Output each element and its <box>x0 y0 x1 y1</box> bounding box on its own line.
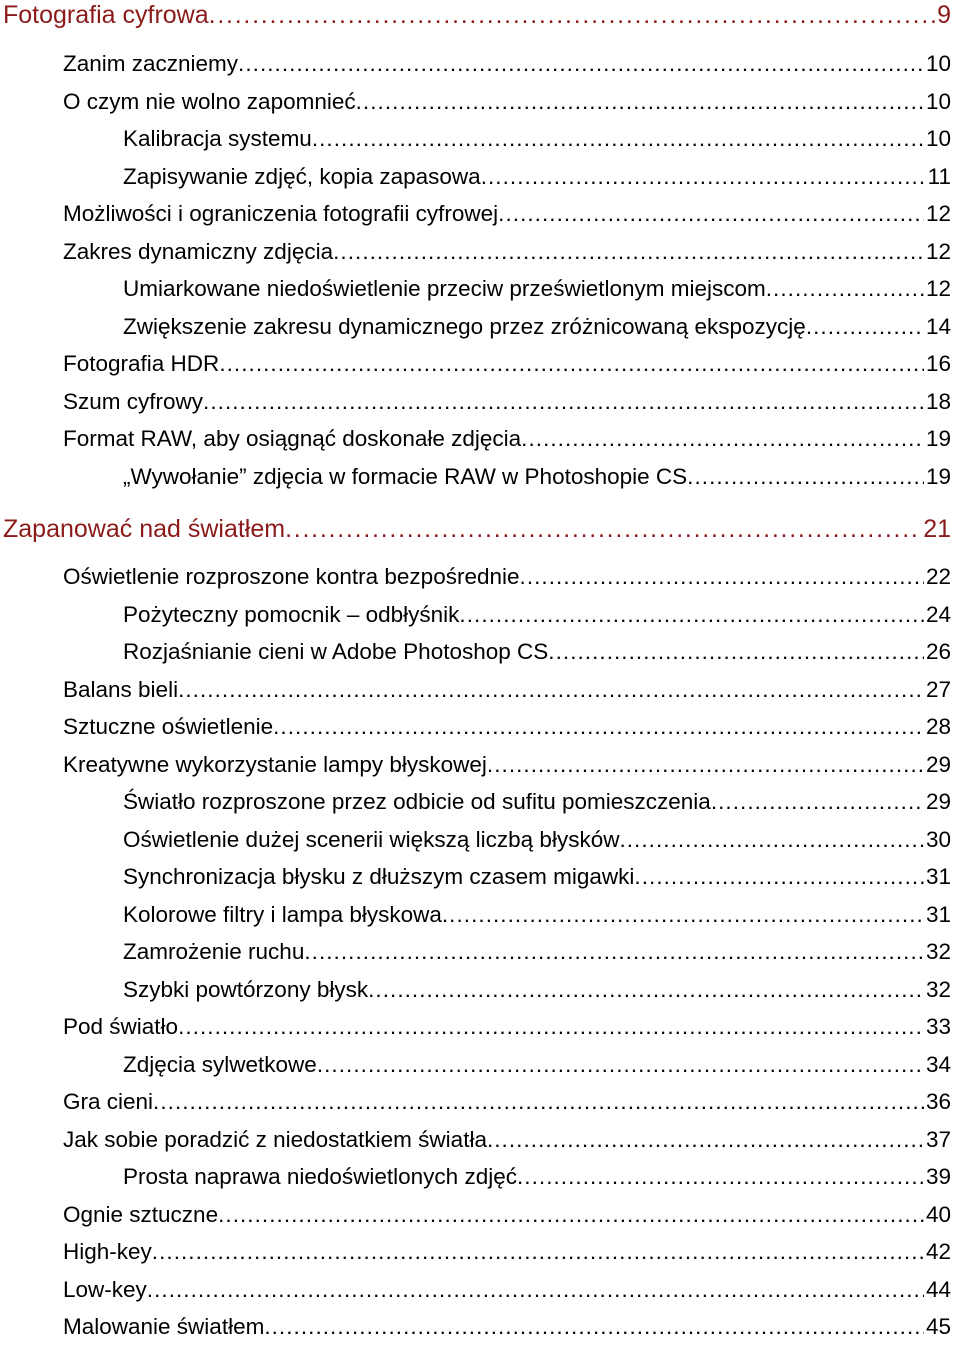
dot-leader <box>487 746 924 784</box>
toc-entry-title: „Wywołanie” zdjęcia w formacie RAW w Photoshopie CS <box>123 463 688 489</box>
toc-entry-title: Pod światło <box>63 1014 179 1039</box>
dot-leader <box>687 458 924 496</box>
toc-entry-title: High-key <box>63 1239 152 1264</box>
toc-entry[interactable] <box>0 671 960 709</box>
toc-page-number: 18 <box>925 388 951 414</box>
toc-entry-title: Oświetlenie dużej scenerii większą liczbą błysków <box>123 826 620 852</box>
dot-leader <box>218 1196 924 1234</box>
toc-subentry[interactable] <box>0 971 960 1009</box>
toc-entry[interactable] <box>0 558 960 596</box>
toc-subentry[interactable] <box>0 1158 960 1196</box>
dot-leader <box>520 558 924 596</box>
toc-subentry[interactable] <box>0 120 960 158</box>
toc-section-heading[interactable] <box>0 0 960 30</box>
dot-leader <box>152 1233 924 1271</box>
dot-leader <box>487 1121 924 1159</box>
toc-entry-title: Zamrożenie ruchu <box>123 939 305 964</box>
dot-leader <box>442 896 924 934</box>
toc-subentry[interactable] <box>0 308 960 346</box>
dot-leader <box>459 596 924 634</box>
dot-leader <box>517 1158 924 1196</box>
toc-entry-title: Szum cyfrowy <box>63 388 204 414</box>
dot-leader <box>548 633 924 671</box>
toc-page-number: 36 <box>925 1089 951 1114</box>
toc-page-number: 32 <box>925 976 951 1002</box>
toc-page-number: 19 <box>925 463 951 489</box>
dot-leader <box>312 120 924 158</box>
toc-page-number: 12 <box>925 238 951 264</box>
dot-leader <box>766 270 924 308</box>
dot-leader <box>806 308 924 346</box>
toc-subentry[interactable] <box>0 858 960 896</box>
toc-entry-title: Sztuczne oświetlenie <box>63 714 274 739</box>
toc-entry-title: Rozjaśnianie cieni w Adobe Photoshop CS <box>123 639 549 664</box>
toc-page-number: 32 <box>925 939 951 964</box>
toc-page-number: 26 <box>925 639 951 664</box>
toc-entry-title: Pożyteczny pomocnik – odbłyśnik <box>123 601 460 627</box>
dot-leader <box>498 195 924 233</box>
toc-entry[interactable] <box>0 1083 960 1121</box>
dot-leader <box>481 158 926 196</box>
toc-page-number: 33 <box>925 1014 951 1039</box>
dot-leader <box>178 671 924 709</box>
toc-section-heading[interactable] <box>0 514 960 544</box>
dot-leader <box>203 383 924 421</box>
toc-entry[interactable] <box>0 1008 960 1046</box>
dot-leader <box>264 1308 924 1346</box>
dot-leader <box>304 933 924 971</box>
toc-page-number: 21 <box>923 515 951 543</box>
toc-entry-title: O czym nie wolno zapomnieć <box>63 88 356 114</box>
dot-leader <box>178 1008 924 1046</box>
toc-entry-title: Jak sobie poradzić z niedostatkiem światła <box>63 1126 487 1152</box>
toc-subentry[interactable] <box>0 896 960 934</box>
toc-page-number: 29 <box>925 789 951 814</box>
toc-subentry[interactable] <box>0 158 960 196</box>
dot-leader <box>209 0 935 30</box>
dot-leader <box>333 233 924 271</box>
toc-entry-title: Fotografia cyfrowa <box>3 1 209 29</box>
toc-page-number: 12 <box>925 201 951 226</box>
toc-subentry[interactable] <box>0 821 960 859</box>
toc-page-number: 24 <box>925 601 951 627</box>
toc-entry-title: Ognie sztuczne <box>63 1201 219 1227</box>
toc-entry-title: Synchronizacja błysku z dłuższym czasem migawki <box>123 864 635 889</box>
dot-leader <box>711 783 924 821</box>
toc-entry[interactable] <box>0 420 960 458</box>
toc-entry[interactable] <box>0 233 960 271</box>
toc-page-number: 34 <box>925 1051 951 1077</box>
toc-entry-title: Fotografia HDR <box>63 351 220 376</box>
toc-page-number: 10 <box>925 51 951 76</box>
toc-subentry[interactable] <box>0 458 960 496</box>
dot-leader <box>521 420 924 458</box>
toc-entry-title: Format RAW, aby osiągnąć doskonałe zdjęcia <box>63 426 522 451</box>
toc-entry-title: Światło rozproszone przez odbicie od sufitu pomieszczenia <box>123 789 711 814</box>
dot-leader <box>285 514 921 544</box>
toc-page-number: 28 <box>925 714 951 739</box>
dot-leader <box>619 821 924 859</box>
dot-leader <box>356 83 924 121</box>
toc-page-number: 10 <box>925 126 951 151</box>
toc-entry-title: Zakres dynamiczny zdjęcia <box>63 238 334 264</box>
toc-subentry[interactable] <box>0 1046 960 1084</box>
toc-entry[interactable] <box>0 383 960 421</box>
toc-entry-title: Kolorowe filtry i lampa błyskowa <box>123 901 442 927</box>
toc-entry[interactable] <box>0 195 960 233</box>
toc-subentry[interactable] <box>0 633 960 671</box>
toc-entry[interactable] <box>0 1233 960 1271</box>
toc-entry[interactable] <box>0 45 960 83</box>
toc-page-number: 44 <box>925 1276 951 1302</box>
dot-leader <box>153 1083 924 1121</box>
toc-page-number: 31 <box>925 901 951 927</box>
toc-entry-title: Kalibracja systemu <box>123 126 312 151</box>
toc-entry[interactable] <box>0 345 960 383</box>
toc-page-number: 42 <box>925 1239 951 1264</box>
toc-page-number: 16 <box>925 351 951 376</box>
toc-entry-title: Możliwości i ograniczenia fotografii cyfrowej <box>63 201 499 226</box>
toc-entry-title: Low-key <box>63 1276 147 1302</box>
toc-entry[interactable] <box>0 1121 960 1159</box>
toc-entry-title: Zapisywanie zdjęć, kopia zapasowa <box>123 163 481 189</box>
toc-subentry[interactable] <box>0 596 960 634</box>
toc-entry[interactable] <box>0 1271 960 1309</box>
toc-page-number: 39 <box>925 1164 951 1189</box>
toc-entry-title: Malowanie światłem <box>63 1314 265 1339</box>
dot-leader <box>238 45 924 83</box>
toc-page-number: 14 <box>925 313 951 339</box>
dot-leader <box>273 708 924 746</box>
toc-page-number: 9 <box>937 1 951 29</box>
toc-entry-title: Prosta naprawa niedoświetlonych zdjęć <box>123 1164 517 1189</box>
toc-page-number: 29 <box>925 751 951 777</box>
toc-page-number: 19 <box>925 426 951 451</box>
toc-entry-title: Zapanować nad światłem <box>3 515 286 543</box>
toc-entry[interactable] <box>0 83 960 121</box>
toc-page-number: 22 <box>925 564 951 589</box>
toc-page-number: 12 <box>925 276 951 301</box>
toc-subentry[interactable] <box>0 270 960 308</box>
toc-entry[interactable] <box>0 1196 960 1234</box>
dot-leader <box>219 345 924 383</box>
toc-entry-title: Umiarkowane niedoświetlenie przeciw prześwietlonym miejscom <box>123 276 766 301</box>
toc-page-number: 40 <box>925 1201 951 1227</box>
dot-leader <box>147 1271 924 1309</box>
toc-page-number: 31 <box>925 864 951 889</box>
dot-leader <box>317 1046 924 1084</box>
toc-page-number: 30 <box>925 826 951 852</box>
toc-entry-title: Balans bieli <box>63 676 179 702</box>
toc-entry-title: Zwiększenie zakresu dynamicznego przez zróżnicowaną ekspozycję <box>123 313 806 339</box>
toc-entry[interactable] <box>0 708 960 746</box>
toc-page-number: 11 <box>927 163 951 189</box>
toc-entry-title: Zanim zaczniemy <box>63 51 239 76</box>
toc-entry-title: Gra cieni <box>63 1089 154 1114</box>
toc-page-number: 10 <box>925 88 951 114</box>
toc-subentry[interactable] <box>0 783 960 821</box>
toc-page-number: 37 <box>925 1126 951 1152</box>
dot-leader <box>634 858 924 896</box>
toc-entry-title: Zdjęcia sylwetkowe <box>123 1051 317 1077</box>
toc-subentry[interactable] <box>0 933 960 971</box>
toc-page-number: 45 <box>925 1314 951 1339</box>
toc-page-number: 27 <box>925 676 951 702</box>
toc-entry-title: Szybki powtórzony błysk <box>123 976 369 1002</box>
dot-leader <box>368 971 924 1009</box>
toc-entry[interactable] <box>0 1308 960 1346</box>
toc-entry-title: Oświetlenie rozproszone kontra bezpośrednie <box>63 564 520 589</box>
toc-entry-title: Kreatywne wykorzystanie lampy błyskowej <box>63 751 487 777</box>
toc-entry[interactable] <box>0 746 960 784</box>
